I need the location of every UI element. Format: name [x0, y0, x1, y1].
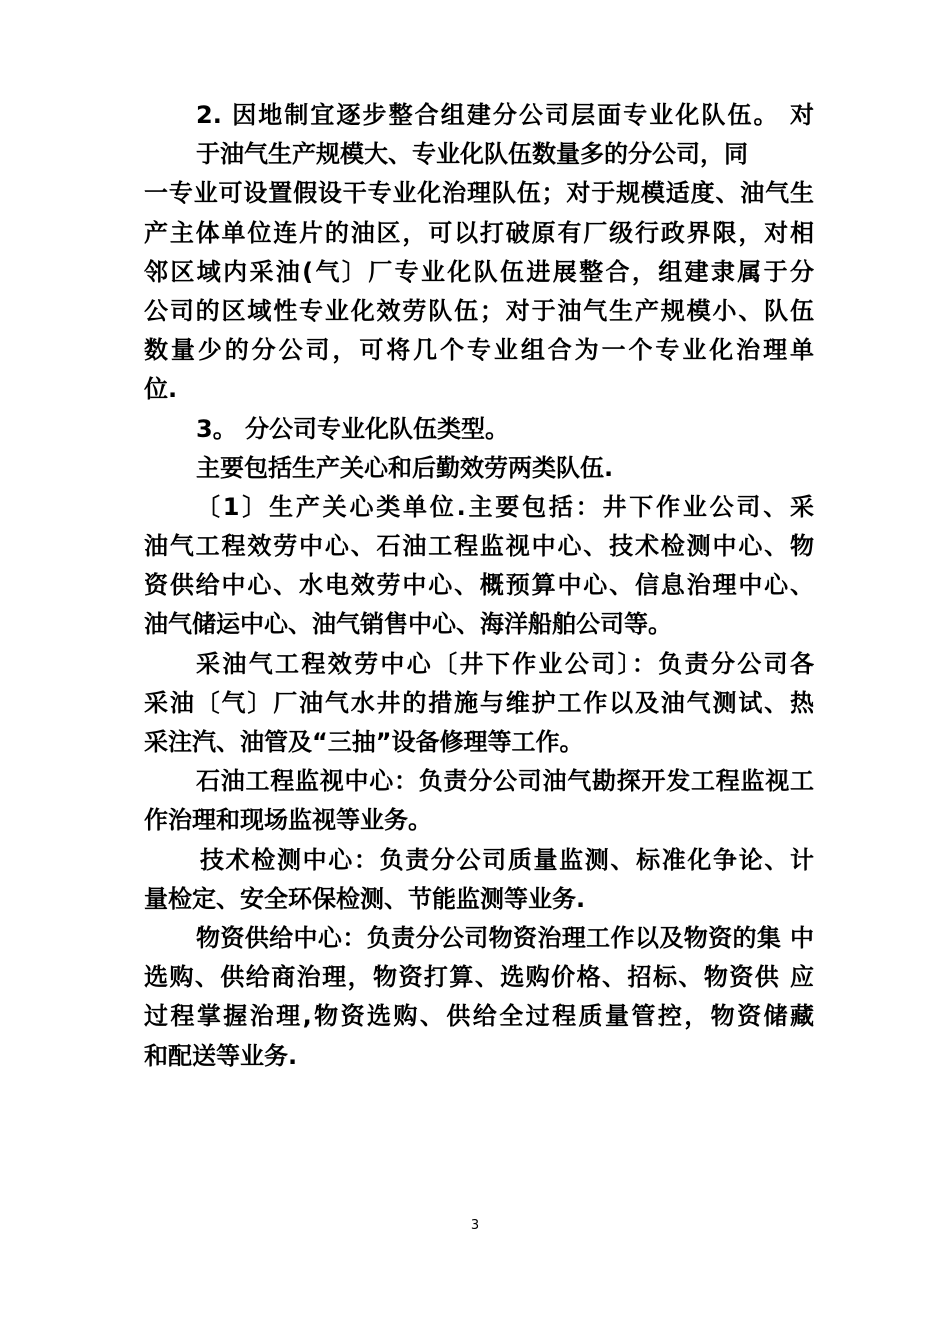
text-line: 采油〔气〕厂油气水井的措施与维护工作以及油气测试、热	[144, 688, 814, 717]
text-line: 采注汽、油管及“三抽”设备修理等工作。	[144, 728, 584, 756]
text-line: 一专业可设置假设干专业化治理队伍；对于规模适度、油气生	[144, 179, 814, 208]
text-line: 量检定、安全环保检测、节能监测等业务.	[144, 884, 586, 913]
text-line: 数量少的分公司，可将几个专业组合为一个专业化治理单	[144, 336, 814, 365]
page-number: 3	[470, 1218, 480, 1233]
text-line: 3。 分公司专业化队伍类型。	[196, 414, 510, 443]
text-line: 于油气生产规模大、专业化队伍数量多的分公司，同	[196, 140, 748, 169]
text-line: 位.	[144, 375, 178, 404]
text-line: 技术检测中心：负责分公司质量监测、标准化争论、计	[200, 845, 814, 874]
text-line: 资供给中心、水电效劳中心、概预算中心、信息治理中心、	[144, 571, 814, 600]
text-line: 过程掌握治理,物资选购、供给全过程质量管控，物资储藏	[144, 1002, 814, 1031]
text-line: 采油气工程效劳中心〔井下作业公司〕：负责分公司各	[196, 649, 814, 678]
text-line: 物资供给中心：负责分公司物资治理工作以及物资的集 中	[196, 923, 814, 952]
text-line: 和配送等业务.	[144, 1041, 298, 1070]
text-line: 主要包括生产关心和后勤效劳两类队伍.	[196, 453, 614, 482]
text-line: 选购、供给商治理，物资打算、选购价格、招标、物资供 应	[144, 963, 814, 992]
text-line: 作治理和现场监视等业务。	[144, 806, 432, 835]
text-line: 产主体单位连片的油区，可以打破原有厂级行政界限，对相	[144, 218, 814, 247]
text-line: 公司的区域性专业化效劳队伍；对于油气生产规模小、队伍	[144, 296, 814, 325]
text-line: 油气工程效劳中心、石油工程监视中心、技术检测中心、物	[144, 532, 814, 561]
text-line: 石油工程监视中心：负责分公司油气勘探开发工程监视工	[196, 767, 814, 796]
body-text	[144, 96, 814, 1076]
text-line: 〔1〕生产关心类单位.主要包括：井下作业公司、采	[196, 492, 814, 521]
text-line: 邻区域内采油(气〕厂专业化队伍进展整合，组建隶属于分	[144, 257, 814, 286]
text-line: 2. 因地制宜逐步整合组建分公司层面专业化队伍。 对	[196, 101, 814, 129]
text-line: 油气储运中心、油气销售中心、海洋船舶公司等。	[144, 610, 672, 639]
